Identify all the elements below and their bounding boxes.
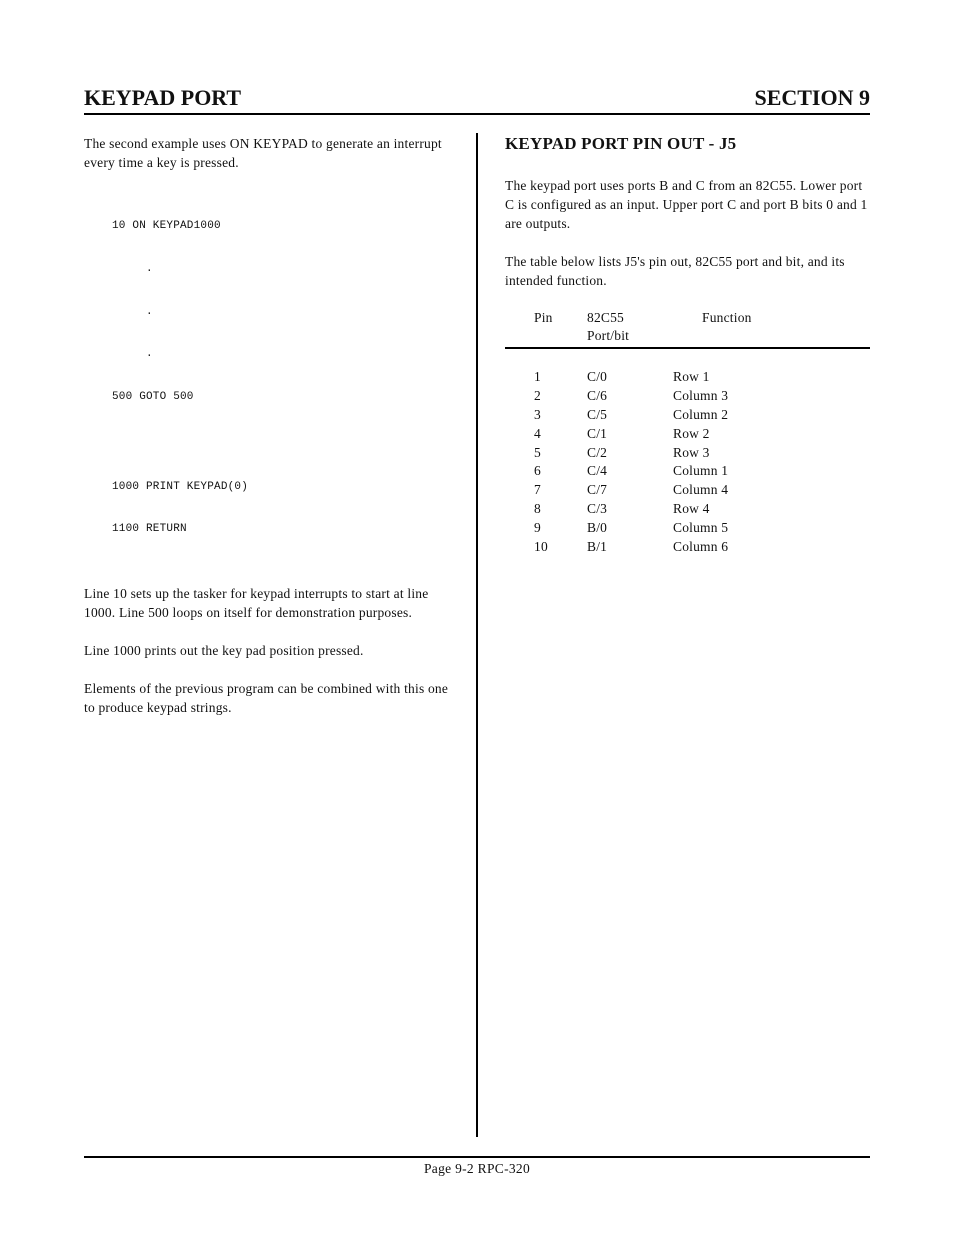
table-row xyxy=(505,425,870,444)
cell-port: C/0 xyxy=(587,369,608,384)
cell-port: C/3 xyxy=(587,501,608,517)
combine-paragraph: Elements of the previous program can be combined with this one to produce keypad strings. xyxy=(84,680,449,715)
header-title: KEYPAD PORT xyxy=(84,85,242,110)
page-footer: Page 9-2 RPC-320 xyxy=(423,1161,531,1176)
code-line: 500 GOTO 500 xyxy=(112,390,194,403)
table-row xyxy=(505,481,870,500)
cell-pin: 5 xyxy=(534,444,541,460)
table-row xyxy=(505,444,870,463)
cell-function: Column 4 xyxy=(673,482,729,498)
cell-port: C/7 xyxy=(587,482,608,498)
section-heading: KEYPAD PORT PIN OUT - J5 xyxy=(505,134,737,153)
table-row xyxy=(505,538,870,557)
cell-port: B/1 xyxy=(587,539,608,555)
table-header xyxy=(505,309,870,349)
cell-pin: 1 xyxy=(534,369,541,384)
table-row xyxy=(505,406,870,425)
cell-function: Row 2 xyxy=(673,425,710,441)
header-port-line1: 82C55 xyxy=(587,310,625,325)
code-line: . xyxy=(112,348,153,361)
header-port xyxy=(587,309,629,345)
cell-pin: 9 xyxy=(534,520,541,536)
cell-function: Column 5 xyxy=(673,520,729,536)
table-body xyxy=(505,349,870,557)
cell-pin: 6 xyxy=(534,463,541,479)
cell-function: Column 2 xyxy=(673,406,729,422)
cell-port: C/4 xyxy=(587,463,608,479)
header-function: Function xyxy=(702,310,752,325)
cell-pin: 10 xyxy=(534,539,548,555)
table-row xyxy=(505,500,870,519)
print-paragraph: Line 1000 prints out the key pad position pressed. xyxy=(84,642,364,658)
pinout-table xyxy=(505,309,870,557)
right-column xyxy=(505,132,870,557)
table-row xyxy=(505,462,870,481)
table-row xyxy=(505,387,870,406)
ports-paragraph: The keypad port uses ports B and C from an 82C55. Lower port C is configured as an input. Upper port C and port B bits 0 and 1 are outputs. xyxy=(505,178,868,231)
section-label: SECTION 9 xyxy=(754,85,870,110)
table-row xyxy=(505,368,870,387)
code-line: . xyxy=(112,305,153,318)
code-line: 10 ON KEYPAD1000 xyxy=(112,220,221,233)
left-column xyxy=(84,134,454,736)
column-divider xyxy=(476,133,478,1137)
header-port-line2: Port/bit xyxy=(587,328,630,343)
intro-paragraph: The second example uses ON KEYPAD to generate an interrupt every time a key is pressed. xyxy=(84,136,442,170)
cell-function: Column 6 xyxy=(673,539,729,555)
cell-function: Column 1 xyxy=(673,463,729,479)
cell-function: Row 4 xyxy=(673,501,710,517)
footer-rule xyxy=(84,1156,870,1158)
cell-port: C/2 xyxy=(587,444,608,460)
code-listing-1 xyxy=(112,191,454,432)
cell-port: B/0 xyxy=(587,520,608,536)
cell-port: C/5 xyxy=(587,406,608,422)
code-listing-2 xyxy=(112,451,454,565)
code-line: . xyxy=(112,263,153,275)
explanation-paragraph: Line 10 sets up the tasker for keypad interrupts to start at line 1000. Line 500 loops on itself for demonstration purposes. xyxy=(84,585,429,620)
cell-function: Row 3 xyxy=(673,444,710,460)
cell-pin: 4 xyxy=(534,425,541,441)
page-header xyxy=(84,85,870,115)
cell-pin: 2 xyxy=(534,387,541,403)
table-intro-paragraph: The table below lists J5's pin out, 82C55 port and bit, and its intended function. xyxy=(505,254,845,288)
cell-function: Row 1 xyxy=(673,369,710,384)
code-line: 1000 PRINT KEYPAD(0) xyxy=(112,480,249,493)
header-pin: Pin xyxy=(534,310,553,325)
cell-pin: 3 xyxy=(534,406,541,422)
cell-port: C/1 xyxy=(587,425,608,441)
cell-pin: 8 xyxy=(534,501,541,517)
cell-function: Column 3 xyxy=(673,387,729,403)
code-line: 1100 RETURN xyxy=(112,523,187,536)
cell-port: C/6 xyxy=(587,387,608,403)
table-row xyxy=(505,519,870,538)
cell-pin: 7 xyxy=(534,482,541,498)
